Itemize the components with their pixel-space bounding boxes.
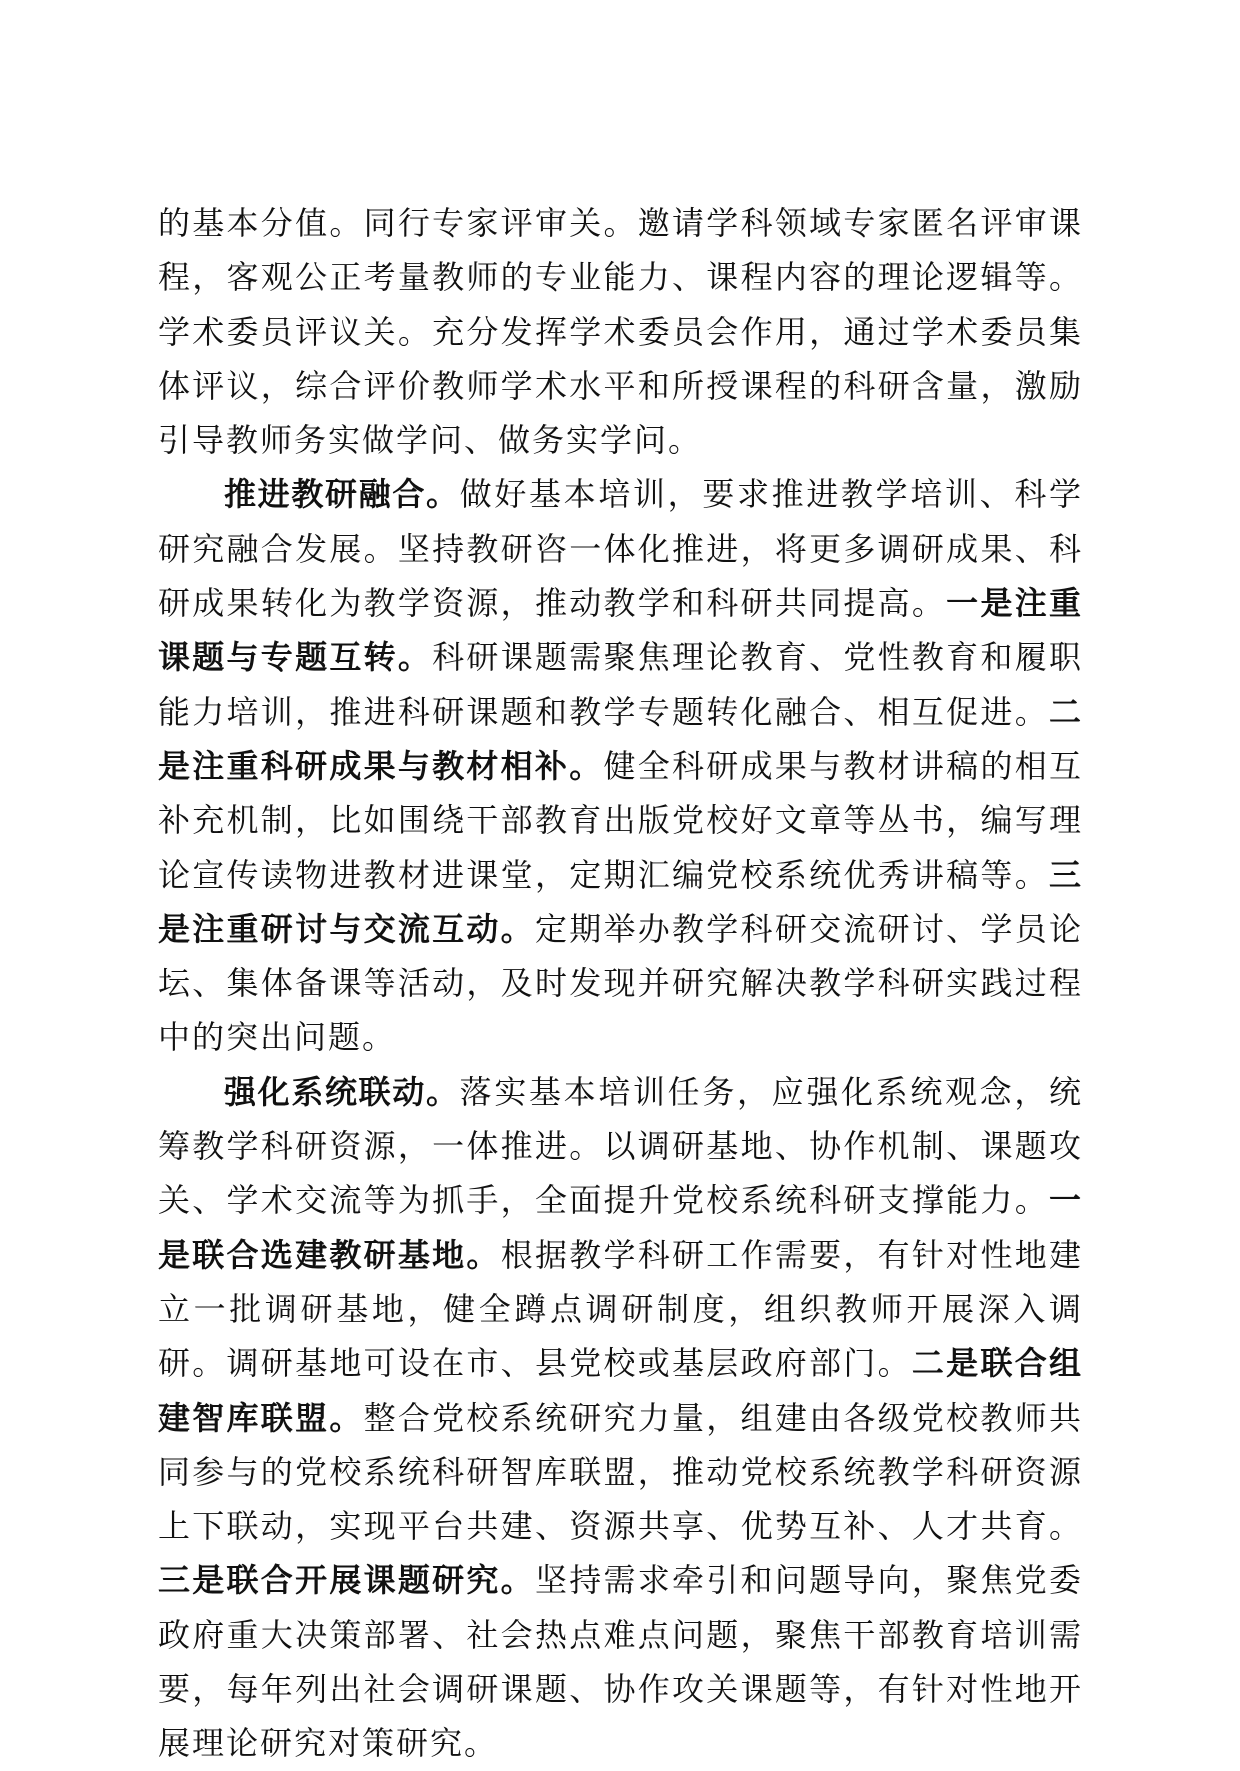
document-body bbox=[158, 196, 1083, 1771]
key-point-title: 二是注重科研成果与教材相补。 bbox=[158, 692, 1083, 785]
key-point-text: 定期举办教学科研交流研讨、学员论坛、集体备课等活动，及时发现并研究解决教学科研实践过程中的突出问题。 bbox=[158, 909, 1083, 1057]
key-point-text: 健全科研成果与教材讲稿的相互补充机制，比如围绕干部教育出版党校好文章等丛书，编写理论宣传读物进教材进课堂，定期汇编党校系统优秀讲稿等。 bbox=[158, 746, 1083, 894]
paragraph-system-linkage bbox=[158, 1065, 1083, 1771]
key-point-title: 一是注重课题与专题互转。 bbox=[158, 584, 1083, 677]
key-point-text: 科研课题需聚焦理论教育、党性教育和履职能力培训，推进科研课题和教学专题转化融合、相互促进。 bbox=[158, 638, 1083, 731]
key-point-title: 二是联合组建智库联盟。 bbox=[158, 1344, 1083, 1437]
key-point-title: 三是联合开展课题研究。 bbox=[158, 1561, 535, 1600]
key-point-title: 三是注重研讨与交流互动。 bbox=[158, 855, 1083, 948]
paragraph-text: 落实基本培训任务，应强化系统观念，统筹教学科研资源，一体推进。以调研基地、协作机制、课题攻关、学术交流等为抓手，全面提升党校系统科研支撑能力。 bbox=[158, 1072, 1083, 1220]
section-heading: 强化系统联动。 bbox=[224, 1072, 460, 1111]
paragraph-teaching-research-integration bbox=[158, 467, 1083, 1064]
paragraph-text: 的基本分值。同行专家评审关。邀请学科领域专家匿名评审课程，客观公正考量教师的专业能力、课程内容的理论逻辑等。学术委员评议关。充分发挥学术委员会作用，通过学术委员集体评议，综合评价教师学术水平和所授课程的科研含量，激励引导教师务实做学问、做务实学问。 bbox=[158, 204, 1083, 460]
key-point-title: 一是联合选建教研基地。 bbox=[158, 1181, 1083, 1274]
section-heading: 推进教研融合。 bbox=[224, 475, 460, 514]
paragraph-text: 做好基本培训，要求推进教学培训、科学研究融合发展。坚持教研咨一体化推进，将更多调研成果、科研成果转化为教学资源，推动教学和科研共同提高。 bbox=[158, 475, 1083, 623]
key-point-text: 坚持需求牵引和问题导向，聚焦党委政府重大决策部署、社会热点难点问题，聚焦干部教育培训需要，每年列出社会调研课题、协作攻关课题等，有针对性地开展理论研究对策研究。 bbox=[158, 1561, 1083, 1763]
key-point-text: 整合党校系统研究力量，组建由各级党校教师共同参与的党校系统科研智库联盟，推动党校系统教学科研资源上下联动，实现平台共建、资源共享、优势互补、人才共育。 bbox=[158, 1398, 1083, 1546]
key-point-text: 根据教学科研工作需要，有针对性地建立一批调研基地，健全蹲点调研制度，组织教师开展深入调研。调研基地可设在市、县党校或基层政府部门。 bbox=[158, 1235, 1083, 1383]
paragraph-evaluation-continued bbox=[158, 196, 1083, 467]
